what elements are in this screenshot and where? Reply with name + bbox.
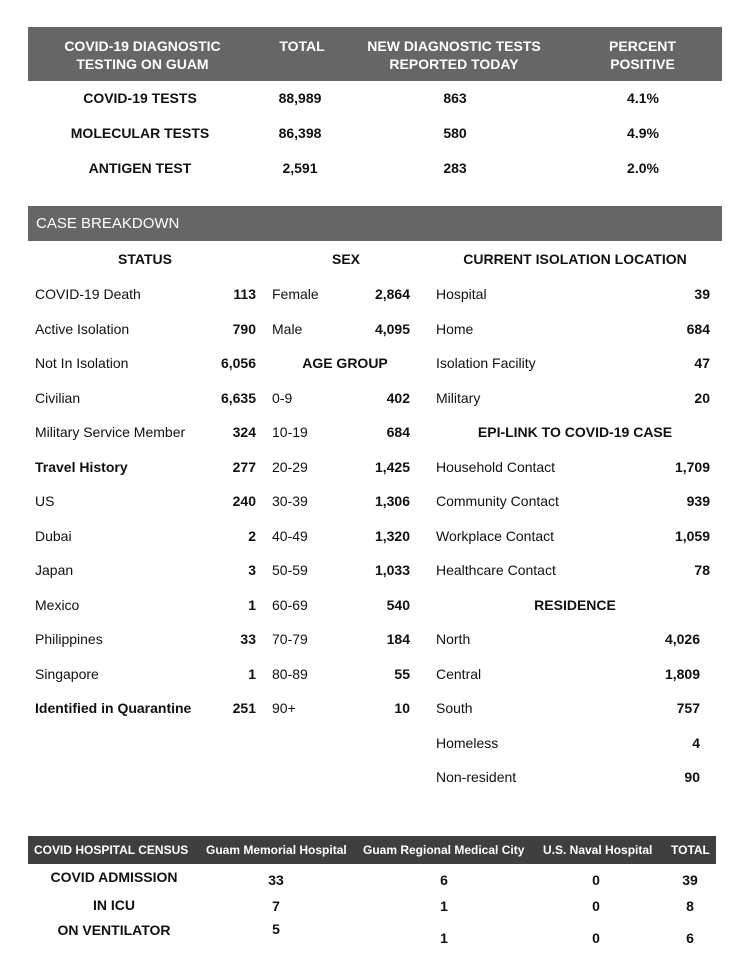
epi-link-heading: EPI-LINK TO COVID-19 CASE [477,424,673,440]
testing-row-new: 580 [443,125,467,141]
status-value: 6,635 [220,389,256,406]
status-value: 33 [240,631,256,647]
status-label: COVID-19 Death [35,286,141,302]
isolation-label: Military [436,389,481,406]
residence-label: Homeless [436,734,499,751]
status-value: 3 [248,562,256,578]
age-value: 540 [386,596,410,613]
testing-header-percent: PERCENT POSITIVE [609,38,676,72]
census-row-gmh: 7 [272,898,280,914]
status-label: Philippines [35,631,103,647]
sex-label: Female [272,286,319,302]
census-row-grmc: 1 [440,898,448,914]
residence-label: South [436,700,473,716]
status-label: Japan [35,562,74,578]
residence-value: 1,809 [664,665,700,682]
testing-row-percent: 4.1% [627,90,659,106]
status-value: 2 [248,527,256,544]
age-value: 1,306 [374,493,410,509]
status-label: Mexico [35,596,80,613]
age-value: 1,425 [374,458,410,475]
isolation-heading: CURRENT ISOLATION LOCATION [463,251,687,267]
status-value: 324 [232,424,256,440]
testing-row-total: 86,398 [278,125,322,141]
isolation-value: 20 [694,389,710,406]
epi-label: Healthcare Contact [436,562,556,578]
residence-value: 90 [684,769,700,785]
status-value: 790 [232,320,256,337]
age-value: 402 [386,389,410,406]
census-row-label: COVID ADMISSION [50,869,178,885]
testing-row-new: 863 [443,90,467,106]
epi-value: 1,709 [674,458,710,475]
testing-row-percent: 4.9% [627,125,659,141]
residence-heading: RESIDENCE [534,596,616,613]
status-value: 6,056 [220,355,256,371]
epi-value: 1,059 [674,527,710,544]
epi-label: Community Contact [436,493,559,509]
status-label: Not In Isolation [35,355,129,371]
census-header-gmh: Guam Memorial Hospital [206,843,347,857]
status-label: Civilian [35,389,81,406]
census-row-usnh: 0 [592,930,600,946]
census-row-usnh: 0 [592,872,600,888]
status-label: Active Isolation [35,320,130,337]
residence-value: 4 [692,734,700,751]
age-value: 184 [386,631,410,647]
census-header-grmc: Guam Regional Medical City [363,843,525,857]
epi-label: Household Contact [436,458,556,475]
testing-header-new: NEW DIAGNOSTIC TESTS REPORTED TODAY [367,38,541,72]
isolation-value: 47 [694,355,710,371]
age-group-heading: AGE GROUP [302,355,388,371]
age-label: 50-59 [272,562,308,578]
testing-row-total: 88,989 [278,90,322,106]
age-label: 0-9 [272,389,293,406]
testing-row-label: COVID-19 TESTS [83,90,197,106]
status-value: 240 [232,493,256,509]
status-heading: STATUS [118,251,172,267]
sex-value: 2,864 [374,286,410,302]
census-row-grmc: 1 [440,930,448,946]
testing-row-label: ANTIGEN TEST [88,160,192,176]
case-breakdown-title: CASE BREAKDOWN [36,215,180,232]
age-label: 60-69 [272,596,308,613]
census-row-total: 39 [682,872,698,888]
residence-value: 4,026 [664,631,700,647]
age-label: 30-39 [272,493,308,509]
testing-header-total: TOTAL [279,38,325,54]
age-label: 90+ [272,700,296,716]
age-label: 70-79 [272,631,308,647]
residence-label: Non-resident [436,769,517,785]
status-label: Identified in Quarantine [35,700,192,716]
residence-label: Central [436,665,482,682]
census-row-gmh: 33 [268,872,284,888]
age-value: 684 [386,424,410,440]
status-value: 113 [233,286,256,302]
age-label: 10-19 [272,424,308,440]
age-value: 10 [394,700,410,716]
status-label: US [35,493,55,509]
isolation-label: Home [436,320,474,337]
epi-label: Workplace Contact [436,527,555,544]
census-row-usnh: 0 [592,898,600,914]
status-label: Military Service Member [35,424,186,440]
testing-row-total: 2,591 [282,160,318,176]
age-value: 1,320 [374,527,410,544]
census-header-label: COVID HOSPITAL CENSUS [34,843,189,857]
status-label: Singapore [35,665,99,682]
sex-value: 4,095 [374,320,410,337]
status-value: 1 [248,596,256,613]
status-value: 277 [232,458,256,475]
status-label: Travel History [35,458,128,475]
age-value: 1,033 [374,562,410,578]
isolation-value: 39 [694,286,710,302]
testing-row-new: 283 [443,160,467,176]
census-row-total: 8 [686,898,694,914]
testing-header-label: COVID-19 DIAGNOSTIC TESTING ON GUAM [64,38,221,72]
census-row-grmc: 6 [440,872,448,888]
epi-value: 939 [686,493,710,509]
testing-row-percent: 2.0% [627,160,659,176]
status-value: 1 [248,665,256,682]
age-label: 20-29 [272,458,308,475]
census-header-total: TOTAL [671,843,710,857]
isolation-label: Isolation Facility [436,355,536,371]
testing-row-label: MOLECULAR TESTS [70,125,210,141]
sex-heading: SEX [331,251,360,267]
age-value: 55 [394,665,410,682]
status-label: Dubai [35,527,72,544]
isolation-label: Hospital [436,286,487,302]
age-label: 80-89 [272,665,308,682]
residence-value: 757 [676,700,700,716]
census-row-label: IN ICU [93,897,135,913]
sex-label: Male [272,320,303,337]
epi-value: 78 [694,562,710,578]
age-label: 40-49 [272,527,308,544]
census-row-label: ON VENTILATOR [57,922,171,938]
census-row-gmh: 5 [272,921,280,937]
census-row-total: 6 [686,930,694,946]
status-value: 251 [232,700,256,716]
isolation-value: 684 [686,320,710,337]
census-header-usnh: U.S. Naval Hospital [543,843,653,857]
residence-label: North [436,631,471,647]
